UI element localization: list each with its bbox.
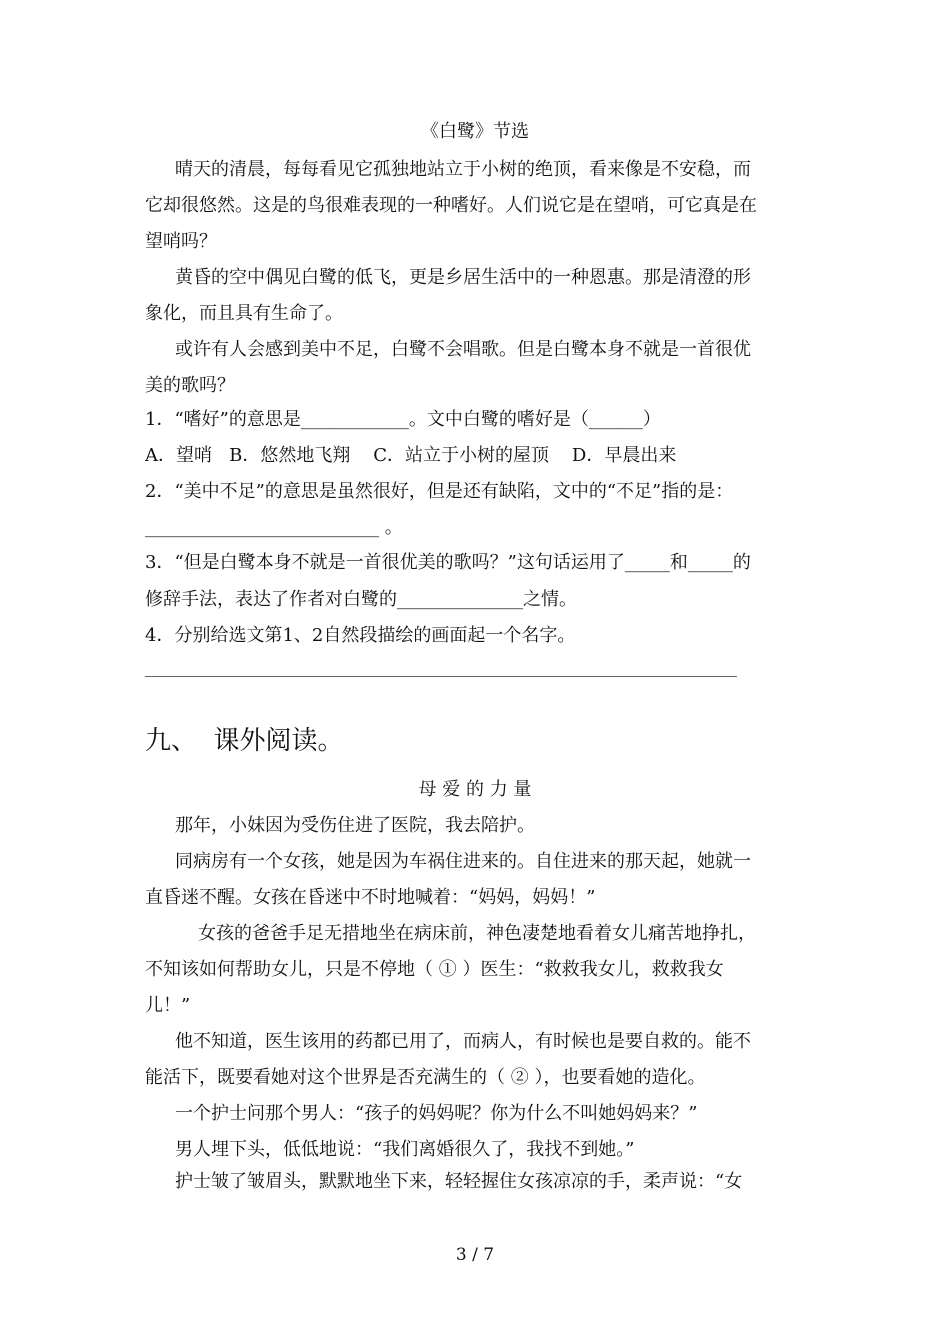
page-number: 3 / 7 (455, 1245, 495, 1265)
passage-line: 黄昏的空中偶见白鹭的低飞，更是乡居生活中的一种恩惠。那是清澄的形 (175, 267, 751, 288)
question-2-answer-blank: __________________________ 。 (145, 517, 403, 538)
reading-line: 儿！” (145, 995, 191, 1016)
question-1-options: A．望哨 B．悠然地飞翔 C．站立于小树的屋顶 D．早晨出来 (145, 445, 677, 466)
passage-line: 象化，而且具有生命了。 (145, 303, 343, 324)
question-1: 1．“嗜好”的意思是____________。文中白鹭的嗜好是（______） (145, 409, 661, 430)
reading-line: 不知该如何帮助女儿，只是不停地（ ① ）医生：“救救我女儿，救救我女 (145, 959, 724, 980)
answer-line (145, 676, 737, 677)
reading-line: 能活下，既要看她对这个世界是否充满生的（ ② ），也要看她的造化。 (145, 1067, 706, 1088)
passage-line: 望哨吗？ (145, 231, 217, 252)
reading-line: 那年，小妹因为受伤住进了医院，我去陪护。 (175, 815, 535, 836)
passage-line: 晴天的清晨，每每看见它孤独地站立于小树的绝顶，看来像是不安稳，而 (175, 159, 751, 180)
passage-line: 美的歌吗？ (145, 375, 235, 396)
passage-line: 它却很悠然。这是的鸟很难表现的一种嗜好。人们说它是在望哨，可它真是在 (145, 195, 757, 216)
passage-line: 或许有人会感到美中不足，白鹭不会唱歌。但是白鹭本身不就是一首很优 (175, 339, 751, 360)
question-3-continued: 修辞手法，表达了作者对白鹭的______________之情。 (145, 589, 577, 610)
reading-line: 直昏迷不醒。女孩在昏迷中不时地喊着：“妈妈，妈妈！” (145, 887, 596, 908)
reading-title: 母 爱 的 力 量 (418, 779, 532, 800)
reading-line: 护士皱了皱眉头，默默地坐下来，轻轻握住女孩凉凉的手，柔声说：“女 (175, 1171, 743, 1192)
question-4: 4．分别给选文第1、2自然段描绘的画面起一个名字。 (145, 625, 576, 646)
section-heading: 九、 课外阅读。 (145, 726, 344, 756)
question-3: 3．“但是白鹭本身不就是一首很优美的歌吗？”这句话运用了_____和_____的 (145, 552, 751, 573)
reading-line: 一个护士问那个男人：“孩子的妈妈呢？你为什么不叫她妈妈来？” (175, 1103, 698, 1124)
reading-line: 同病房有一个女孩，她是因为车祸住进来的。自住进来的那天起，她就一 (175, 851, 751, 872)
reading-line: 女孩的爸爸手足无措地坐在病床前，神色凄楚地看着女儿痛苦地挣扎， (198, 923, 756, 944)
reading-line: 他不知道，医生该用的药都已用了，而病人，有时候也是要自救的。能不 (175, 1031, 751, 1052)
passage-title: 《白鹭》节选 (421, 121, 529, 142)
reading-line: 男人埋下头，低低地说：“我们离婚很久了，我找不到她。” (175, 1139, 635, 1160)
question-2: 2．“美中不足”的意思是虽然很好，但是还有缺陷，文中的“不足”指的是： (145, 481, 734, 502)
